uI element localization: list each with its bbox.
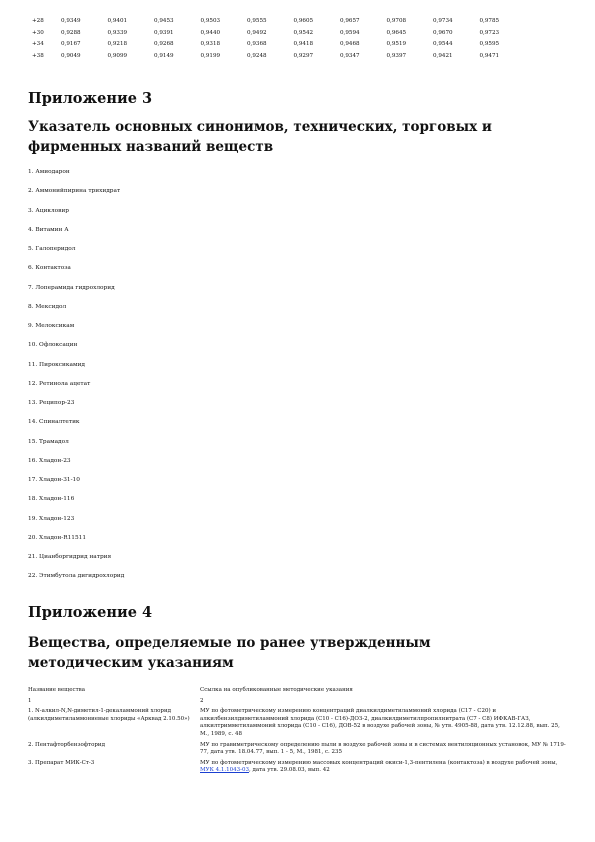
table-cell: 0,9594 [340,29,360,36]
list-item: 15. Трамадол [28,438,69,445]
table-row [28,742,568,760]
table-row [28,760,568,778]
table-cell: 0,9368 [247,41,267,48]
list-item: 3. Ацикловир [28,207,69,214]
table-row [28,708,568,741]
list-item: 5. Галоперидол [28,246,76,252]
reference-cell [200,760,568,778]
list-item: 1. Амиодарон [28,169,70,175]
list-item: 18. Хладон-116 [28,496,75,503]
reference-text: МУ по фотометрическому измерению концентраций диалкилдиметиламмоний хлорида (С17 - С20) и алкилбензилдиметиламмоний хлорида (С10 - С16)-ДОЗ-2, диалкилдиметилпропилнитрата (С7 - С8) ИФКАВ-ГАЗ, алкилтримметиламмоний хлорида (С10 - С16), ДОВ-52 в воздухе рабочей зоны, № утв. 4905-88, дата утв. 12.12.88, вып. 25, М., 1989, с. 48 [200,708,560,737]
document-link[interactable]: МУК 4.1.1043-03 [200,767,249,774]
table-cell: 0,9657 [340,18,360,25]
table-cell: 0,9708 [386,18,407,25]
synonyms-list [28,166,124,590]
methods-table-header [28,687,568,698]
table-cell: 0,9418 [293,41,314,48]
table-cell: +30 [32,29,44,36]
list-item: 16. Хладон-23 [28,457,71,464]
appendix-3-subtitle-line-2: фирменных названий веществ [28,138,274,155]
table-cell: 0,9288 [61,29,81,36]
substance-name: 2. Пентафторбензофторид [28,741,105,748]
table-row [32,28,526,40]
list-item: 4. Витамин А [28,226,69,233]
table-cell: 0,9391 [154,29,174,36]
table-cell: 0,9670 [433,29,453,36]
table-cell: 0,9492 [247,29,267,36]
appendix-4-title: Приложение 4 [28,604,153,621]
table-cell: 0,9421 [433,52,453,59]
table-row [32,39,526,51]
table-cell: +28 [32,18,44,25]
table-cell: 0,9397 [386,52,407,59]
reference-text: МУ по фотометрическому измерению массовых концентраций окиси-1,3-пентилена (контактоза) в воздухе рабочей зоны, [200,759,558,766]
table-cell: 0,9347 [340,52,360,59]
list-item: 17. Хладон-31-10 [28,477,80,483]
header-substance: Название вещества [28,687,86,693]
table-row [32,51,526,63]
substance-name: 1. N-алкил-N,N-диметил-1-декаламмоний хлорид (алкилдиметиламмониевые хлориды «Арквад 2.10.50») [28,708,190,722]
table-cell: 0,9440 [200,29,221,36]
list-item: 13. Реципор-23 [28,400,75,406]
table-cell: 0,9149 [154,52,174,59]
list-item: 6. Контактоза [28,265,71,272]
table-cell: 0,9339 [107,29,128,36]
table-cell: 0,9453 [154,18,174,25]
list-item: 11. Пироксикамид [28,361,85,368]
table-cell: 0,9268 [154,41,174,48]
table-cell: 0,9401 [107,18,128,25]
table-cell: 0,9785 [479,18,500,25]
appendix-4-subtitle-line-2: методическим указаниям [28,654,234,671]
table-cell: 0,9218 [107,41,128,48]
table-cell: 0,9542 [293,29,314,36]
list-item: 22. Этимбутола дигидрохлорид [28,573,125,580]
table-cell: 0,9503 [200,18,221,25]
methods-table-numbering [28,698,568,709]
list-item: 12. Ретинола ацетат [28,380,91,387]
list-item: 21. Цианборгидрид натрия [28,554,112,560]
substance-name: 3. Препарат МИК-Ст-3 [28,759,95,766]
appendix-3-subtitle [28,118,568,157]
list-item: 10. Офлоксацин [28,342,78,349]
header-reference: Ссылка на опубликованные методические указания [200,687,353,693]
table-cell: 0,9468 [340,41,360,48]
methods-table [28,687,568,778]
column-number-1: 1 [28,697,32,704]
table-cell: +34 [32,41,44,48]
appendix-3-subtitle-line-1: Указатель основных синонимов, технических, торговых и [28,119,492,135]
appendix-3-title: Приложение 3 [28,90,153,107]
reference-cell [200,742,568,760]
table-cell: 0,9099 [107,52,128,59]
table-cell: 0,9605 [293,18,314,25]
density-table [32,16,526,62]
table-cell: 0,9318 [200,41,221,48]
table-cell: 0,9248 [247,52,267,59]
table-cell: 0,9167 [61,41,81,48]
list-item: 9. Мелоксикам [28,323,75,329]
reference-text: МУ по гравиметрическому определению пыли в воздухе рабочей зоны и в системах вентиляционных установок, МУ № 1719-77, дата утв. 18.04.77, вып. 1 - 5, М., 1981, с. 235 [200,741,566,756]
table-cell: 0,9297 [293,52,314,59]
list-item: 19. Хладон-123 [28,515,75,522]
table-cell: 0,9734 [433,18,453,25]
list-item: 14. Спиналтетик [28,419,80,426]
table-cell: 0,9199 [200,52,221,59]
list-item: 20. Хладон-R11511 [28,534,87,541]
list-item: 2. Аммонийпирина трихидрат [28,188,121,195]
appendix-4-subtitle-line-1: Вещества, определяемые по ранее утвержденным [28,635,431,651]
table-cell: 0,9349 [61,18,81,25]
table-cell: 0,9471 [479,52,500,59]
table-cell: +38 [32,52,44,59]
appendix-4-subtitle [28,634,568,673]
table-row [32,16,526,28]
column-number-2: 2 [200,697,204,704]
table-cell: 0,9544 [433,41,453,48]
table-cell: 0,9645 [386,29,407,36]
table-cell: 0,9723 [479,29,500,36]
table-cell: 0,9519 [386,41,407,48]
list-item: 7. Лоперамида гидрохлорид [28,284,115,291]
table-cell: 0,9555 [247,18,267,25]
table-cell: 0,9595 [479,41,500,48]
reference-cell [200,708,568,741]
table-cell: 0,9049 [61,52,81,59]
list-item: 8. Мексидол [28,303,67,310]
reference-text-tail: , дата утв. 29.08.03, вып. 42 [248,767,330,774]
